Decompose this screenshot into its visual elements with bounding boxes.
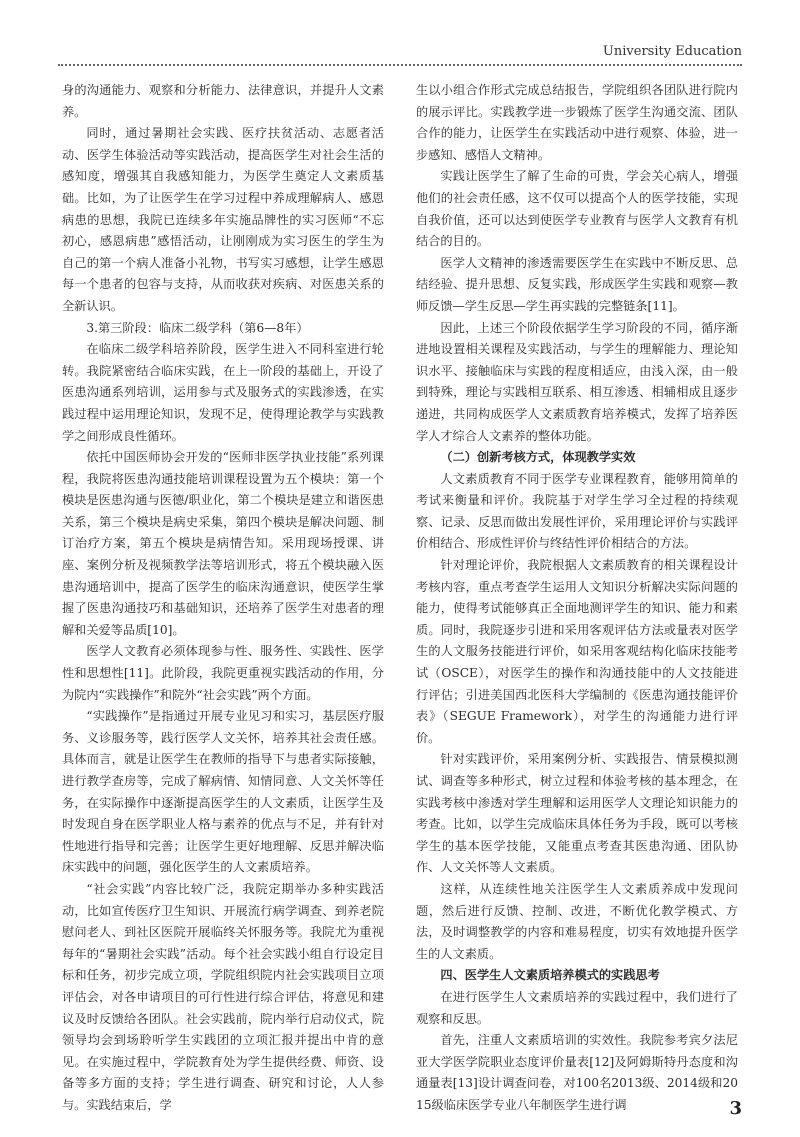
section-heading: （二）创新考核方式，体现教学实效: [440, 450, 636, 465]
header-divider: [58, 64, 742, 66]
body-paragraph: 人文素质教育不同于医学专业课程教育，能够用简单的考试来衡量和评价。我院基于对学生学习全过程的持续观察、记录、反思而做出发展性评价，采用理论评价与实践评价相结合、形成性评价与终结性评价相结合的方法。: [416, 471, 738, 551]
body-paragraph: 医学人文精神的渗透需要医学生在实践中不断反思、总结经验、提升思想、反复实践，形成医学生实践和观察—教师反馈—学生反思—学生再实践的完整链条[11]。: [416, 255, 738, 313]
body-paragraph: 在临床二级学科培养阶段，医学生进入不同科室进行轮转。我院紧密结合临床实践，在上一阶段的基础上，开设了医患沟通系列培训，运用参与式及服务式的实践渗透，在实践过程中运用理论知识，发现不足，使得理论教学与实践教学之间形成良性循环。: [62, 342, 384, 443]
left-column: [62, 80, 384, 1117]
body-paragraph: 因此，上述三个阶段依据学生学习阶段的不同，循序渐进地设置相关课程及实践活动，与学生的理解能力、理论知识水平、接触临床与实践的程度相适应，由浅入深，由一般到特殊，理论与实践相互联系、相互渗透、相辅相成且逐步递进，共同构成医学人文素质教育培养模式，发挥了培养医学人才综合人文素养的整体功能。: [416, 320, 738, 443]
body-paragraph: 实践让医学生了解了生命的可贵，学会关心病人，增强他们的社会责任感，这不仅可以提高个人的医学技能，实现自我价值，还可以达到使医学专业教育与医学人文教育有机结合的目的。: [416, 169, 738, 249]
body-paragraph: 针对理论评价，我院根据人文素质教育的相关课程设计考核内容，重点考查学生运用人文知识分析解决实际问题的能力，使得考试能够真正全面地测评学生的知识、能力和素质。同时，我院逐步引进和采用客观评估方法或量表对医学生的人文服务技能进行评价，如采用客观结构化临床技能考试（OSCE），对医学生的操作和沟通技能中的人文技能进行评估；引进美国西北医科大学编制的《医患沟通技能评价表》（SEGUE Framework），对学生的沟通能力进行评价。: [416, 558, 738, 745]
body-paragraph: 同时，通过暑期社会实践、医疗扶贫活动、志愿者活动、医学生体验活动等实践活动，提高医学生对社会生活的感知度，增强其自我感知能力，为医学生奠定人文素质基础。比如，为了让医学生在学习过程中养成理解病人、感恩病患的思想，我院已连续多年实施品牌性的实习医师“不忘初心，感恩病患”感悟活动，让刚刚成为实习医生的学生为自己的第一个病人准备小礼物，书写实习感想，让学生感恩每一个患者的包容与支持，从而收获对疾病、对医患关系的全新认识。: [62, 126, 384, 313]
body-paragraph: 生以小组合作形式完成总结报告，学院组织各团队进行院内的展示评比。实践教学进一步锻炼了医学生沟通交流、团队合作的能力，让医学生在实践活动中进行观察、体验，进一步感知、感悟人文精神。: [416, 83, 738, 162]
body-paragraph: 依托中国医师协会开发的“医师非医学执业技能”系列课程，我院将医患沟通技能培训课程设置为五个模块：第一个模块是医患沟通与医德/职业化，第二个模块是建立和谐医患关系，第三个模块是病史采集，第四个模块是解决问题、制订治疗方案，第五个模块是病情告知。采用现场授课、讲座、案例分析及视频教学法等培训形式，将五个模块融入医患沟通培训中，提高了医学生的临床沟通意识，使医学生掌握了医患沟通技巧和基础知识，还培养了医学生对患者的理解和关爱等品质[10]。: [62, 450, 384, 637]
body-paragraph: 医学人文教育必须体现参与性、服务性、实践性、医学性和思想性[11]。此阶段，我院更重视实践活动的作用，分为院内“实践操作”和院外“社会实践”两个方面。: [62, 644, 384, 702]
body-paragraph: 3.第三阶段：临床二级学科（第6—8年）: [86, 320, 309, 335]
section-heading: 四、医学生人文素质培养模式的实践思考: [440, 968, 660, 983]
body-paragraph: 这样，从连续性地关注医学生人文素质养成中发现问题，然后进行反馈、控制、改进，不断优化教学模式、方法，及时调整教学的内容和难易程度，切实有效地提升医学生的人文素质。: [416, 881, 738, 961]
body-paragraph: “实践操作”是指通过开展专业见习和实习，基层医疗服务、义诊服务等，践行医学人文关怀，培养其社会责任感。具体而言，就是让医学生在教师的指导下与患者实际接触，进行教学查房等，完成了解病情、知情同意、人文关怀等任务，在实际操作中逐渐提高医学生的人文素质，让医学生及时发现自身在医学职业人格与素养的优点与不足，并有针对性地进行指导和完善；让医学生更好地理解、反思并解决临床实践中的问题，强化医学生的人文素质培养。: [62, 709, 384, 875]
page-number: 3: [729, 1098, 742, 1119]
body-paragraph: 在进行医学生人文素质培养的实践过程中，我们进行了观察和反思。: [416, 989, 738, 1026]
right-column: [416, 80, 738, 1117]
journal-name: University Education: [602, 44, 742, 59]
body-paragraph: 身的沟通能力、观察和分析能力、法律意识，并提升人文素养。: [62, 83, 384, 119]
body-paragraph: 首先，注重人文素质培训的实效性。我院参考宾夕法尼亚大学医学院职业态度评价量表[12]及阿姆斯特丹态度和沟通量表[13]设计调查问卷，对100名2013级、2014级和2015级临床医学专业八年制医学生进行调: [416, 1033, 738, 1112]
body-paragraph: 针对实践评价，采用案例分析、实践报告、情景模拟测试、调查等多种形式，树立过程和体验考核的基本理念，在实践考核中渗透对学生理解和运用医学人文理论知识能力的考查。比如，以学生完成临床具体任务为手段，既可以考核学生的基本医学技能，又能重点考查其医患沟通、团队协作、人文关怀等人文素质。: [416, 752, 738, 875]
body-paragraph: “社会实践”内容比较广泛，我院定期举办多种实践活动，比如宣传医疗卫生知识、开展流行病学调查、到养老院慰问老人、到社区医院开展临终关怀服务等。我院尤为重视每年的“暑期社会实践”活动。每个社会实践小组自行设定目标和任务，初步完成立项，学院组织院内社会实践项目立项评估会，对各申请项目的可行性进行综合评估，将意见和建议及时反馈给各团队。社会实践前，院内举行启动仪式，院领导均会到场聆听学生实践团的立项汇报并提出中肯的意见。在实施过程中，学院教育处为学生提供经费、师资、设备等多方面的支持；学生进行调查、研究和讨论，人人参与。实践结束后，学: [62, 881, 384, 1112]
